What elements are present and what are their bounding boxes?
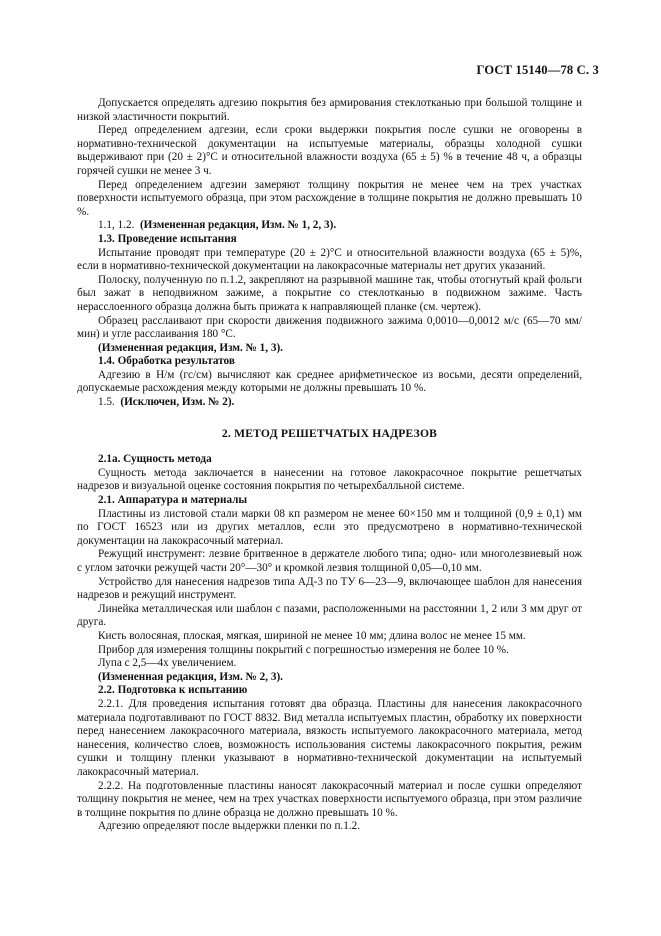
amendment-note xyxy=(77,396,582,410)
subsection-heading: 2.1. Аппаратура и материалы xyxy=(98,494,248,507)
subsection-heading: 1.4. Обработка результатов xyxy=(98,355,235,368)
page-header: ГОСТ 15140—78 С. 3 xyxy=(476,63,599,77)
amendment-text: (Исключен, Изм. № 2). xyxy=(120,396,235,409)
subsection-heading: 2.2. Подготовка к испытанию xyxy=(98,684,248,697)
paragraph: Перед определением адгезии, если сроки выдержки покрытия после сушки не оговорены в нормативно-технической документации на испытуемые материалы, образцы холодной сушки выдерживают при (20 ± 2)°С и относительной влажности воздуха (65 ± 5) % в течение 48 ч, а образцы горячей сушки не менее 3 ч. xyxy=(77,124,582,177)
paragraph: Режущий инструмент: лезвие бритвенное в держателе любого типа; одно- или многолезвиевый нож с углом заточки режущей части 20°—30° и кромкой лезвия толщиной 0,05—0,10 мм. xyxy=(77,548,582,574)
subsection-heading: 2.1а. Сущность метода xyxy=(98,453,212,466)
amendment-note: (Измененная редакция, Изм. № 1, 3). xyxy=(98,341,283,354)
paragraph: 2.2.1. Для проведения испытания готовят два образца. Пластины для нанесения лакокрасочного материала подготавливают по ГОСТ 8832. Вид металла испытуемых пластин, обработку их поверхности перед нанесением лакокрасочного материала, вязкость испытуемого лакокрасочного материала, метод нанесения, количество слоев, возможность использования системы лакокрасочного покрытия, режим сушки и толщину пленки указывают в нормативно-технической документации на испытуемый лакокрасочный материал. xyxy=(77,697,582,778)
paragraph: Лупа с 2,5—4х увеличением. xyxy=(98,657,237,670)
paragraph: Полоску, полученную по п.1.2, закрепляют на разрывной машине так, чтобы отогнутый край фольги был зажат в неподвижном зажиме, а покрытие со стеклотканью в подвижном зажиме. Часть нерасслоенного образца должна быть прижата к направляющей планке (см. чертеж). xyxy=(77,273,582,313)
document-body xyxy=(77,97,582,834)
paragraph: Адгезию определяют после выдержки пленки по п.1.2. xyxy=(98,820,361,833)
paragraph: Образец расслаивают при скорости движения подвижного зажима 0,0010—0,0012 м/с (65—70 мм/мин) и угле расслаивания 180 °С. xyxy=(77,314,582,341)
paragraph: Прибор для измерения толщины покрытий с погрешностью измерения не более 10 %. xyxy=(98,643,509,656)
paragraph: Устройство для нанесения надрезов типа АД-3 по ТУ 6—23—9, включающее шаблон для нанесения надрезов и режущий инструмент. xyxy=(77,575,582,602)
amendment-note: (Измененная редакция, Изм. № 2, 3). xyxy=(98,670,283,683)
amendment-text: (Измененная редакция, Изм. № 1, 2, 3). xyxy=(139,219,337,232)
paragraph: Сущность метода заключается в нанесении на готовое лакокрасочное покрытие решетчатых надрезов и визуальной оценке состояния покрытия по четырехбалльной системе. xyxy=(77,466,582,493)
clause-number: 1.1, 1.2. xyxy=(98,219,135,232)
paragraph: 2.2.2. На подготовленные пластины наносят лакокрасочный материал и после сушки определяют толщину покрытия не менее, чем на трех участках поверхности испытуемого образца, при этом различие в толщине покрытия по длине образца не должно превышать 10 %. xyxy=(77,779,582,819)
paragraph: Пластины из листовой стали марки 08 кп размером не менее 60×150 мм и толщиной (0,9 ± 0,1) мм по ГОСТ 16523 или из других металлов, если это предусмотрено в нормативно-технической документации на лакокрасочный материал. xyxy=(77,507,582,547)
paragraph: Допускается определять адгезию покрытия без армирования стеклотканью при большой толщине и низкой эластичности покрытий. xyxy=(77,97,582,123)
paragraph: Испытание проводят при температуре (20 ± 2)°С и относительной влажности воздуха (65 ± 5)%, если в нормативно-технической документации на лакокрасочные материалы нет других указаний. xyxy=(77,246,582,273)
paragraph: Кисть волосяная, плоская, мягкая, шириной не менее 10 мм; длина волос не менее 15 мм. xyxy=(98,629,526,642)
subsection-heading: 1.3. Проведение испытания xyxy=(98,232,237,245)
paragraph: Адгезию в Н/м (гс/см) вычисляют как среднее арифметическое из восьми, десяти определений, допускаемые расхождения между которыми не должны превышать 10 %. xyxy=(77,368,582,395)
paragraph: Перед определением адгезии замеряют толщину покрытия не менее чем на трех участках поверхности испытуемого образца, при этом расхождение в толщине покрытия не должно превышать 10 %. xyxy=(77,178,582,218)
section-title: 2. МЕТОД РЕШЕТЧАТЫХ НАДРЕЗОВ xyxy=(221,426,438,440)
paragraph: Линейка металлическая или шаблон с пазами, расположенными на расстоянии 1, 2 или 3 мм друг от друга. xyxy=(77,602,582,629)
amendment-note xyxy=(77,219,582,233)
clause-number: 1.5. xyxy=(98,396,115,409)
